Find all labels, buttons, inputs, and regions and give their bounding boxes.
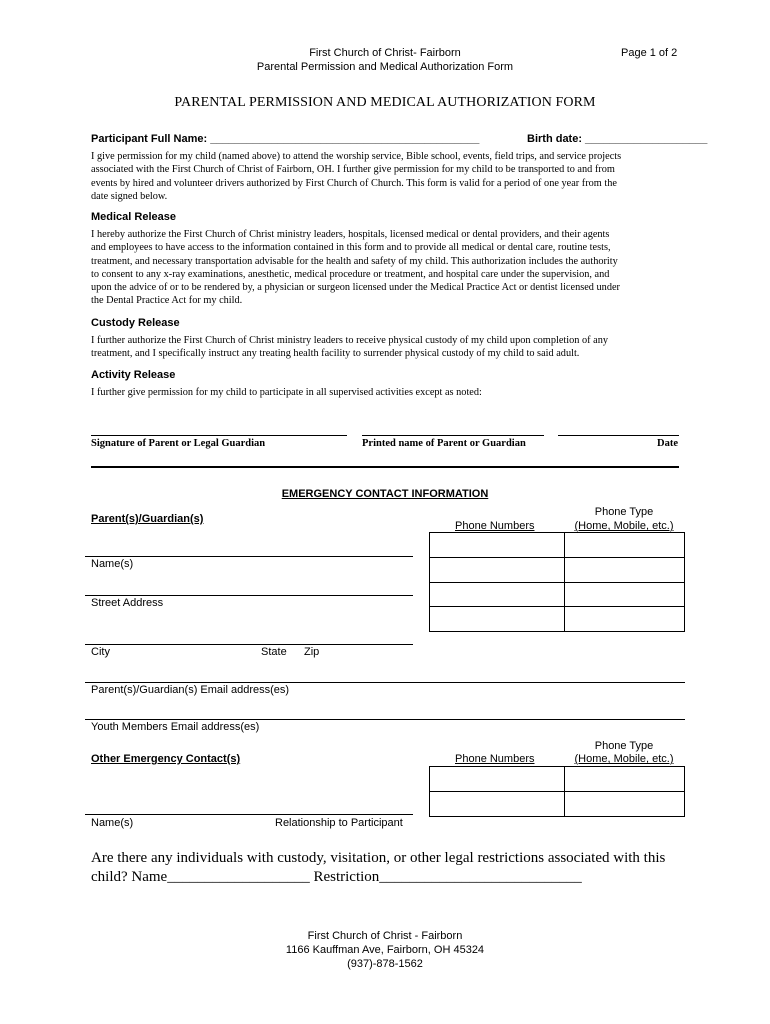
- date-line[interactable]: [558, 435, 679, 436]
- medical-line: treatment, and necessary transportation advisable for the health and safety of my child. This authorization includes the authority: [91, 255, 618, 267]
- zip-label: Zip: [304, 646, 320, 658]
- intro-line: associated with the First Church of Christ of Fairborn, OH. I further give permission for my child to be transported to and from: [91, 164, 615, 176]
- activity-release-heading: Activity Release: [91, 369, 176, 381]
- medical-release-paragraph: [91, 228, 685, 308]
- city-state-zip-line[interactable]: [85, 644, 413, 645]
- medical-line: and employees to have access to the information contained in this form and to provide all medical or dental care, routine tests,: [91, 242, 611, 254]
- phone-number-cell[interactable]: [430, 583, 565, 607]
- phone-number-cell[interactable]: [430, 607, 565, 632]
- custody-release-heading: Custody Release: [91, 317, 180, 329]
- phone-type-cell[interactable]: [565, 607, 685, 632]
- participant-name-field[interactable]: Participant Full Name: ____________________________________________: [91, 133, 480, 145]
- custody-line: I further authorize the First Church of Christ ministry leaders to receive physical custody of my child upon completion of any: [91, 335, 609, 346]
- street-address-label: Street Address: [91, 597, 164, 609]
- medical-release-heading: Medical Release: [91, 211, 176, 223]
- form-title: PARENTAL PERMISSION AND MEDICAL AUTHORIZATION FORM: [174, 95, 596, 110]
- guardians-label: Parent(s)/Guardian(s): [91, 513, 204, 525]
- other-phone-type-subheader: (Home, Mobile, etc.): [574, 753, 674, 765]
- medical-line: to consent to any x-ray examinations, anesthetic, medical procedure or treatment, and hospital care under the supervision, and: [91, 268, 610, 280]
- state-label: State: [261, 646, 287, 658]
- emergency-heading: EMERGENCY CONTACT INFORMATION: [281, 488, 489, 500]
- printed-name-line[interactable]: [362, 435, 544, 436]
- phone-numbers-header: Phone Numbers: [455, 520, 535, 532]
- phone-number-cell[interactable]: [430, 533, 565, 558]
- street-address-line[interactable]: [85, 595, 413, 596]
- phone-number-cell[interactable]: [430, 558, 565, 583]
- phone-type-cell[interactable]: [565, 767, 685, 792]
- phone-type-header: Phone Type: [594, 506, 654, 518]
- guardian-email-label: Parent(s)/Guardian(s) Email address(es): [91, 684, 290, 696]
- guardian-names-label: Name(s): [91, 558, 134, 570]
- intro-line: date signed below.: [91, 190, 168, 202]
- phone-type-cell[interactable]: [565, 583, 685, 607]
- parent-signature-label: Signature of Parent or Legal Guardian: [91, 438, 266, 449]
- header-org: First Church of Christ- Fairborn: [309, 47, 461, 59]
- other-phone-numbers-header: Phone Numbers: [455, 753, 535, 765]
- printed-name-label: Printed name of Parent or Guardian: [362, 438, 526, 449]
- other-contacts-label: Other Emergency Contact(s): [91, 753, 241, 765]
- guardian-email-line[interactable]: [85, 682, 685, 683]
- city-label: City: [91, 646, 110, 658]
- phone-number-cell[interactable]: [430, 767, 565, 792]
- intro-line: I give permission for my child (named above) to attend the worship service, Bible school, events, field trips, and service projects: [91, 151, 622, 162]
- medical-line: upon the advice of or to be rendered by, a physician or surgeon licensed under the Medical Practice Act or dentist licensed under: [91, 282, 620, 294]
- footer-org: First Church of Christ - Fairborn: [307, 930, 463, 942]
- youth-email-line[interactable]: [85, 719, 685, 720]
- section-divider: [91, 466, 679, 468]
- header-subtitle: Parental Permission and Medical Authorization Form: [256, 61, 514, 73]
- medical-line: I hereby authorize the First Church of Christ ministry leaders, hospitals, licensed medical or dental providers, and their agents: [91, 229, 610, 240]
- custody-question-line1: Are there any individuals with custody, visitation, or other legal restrictions associated with this: [91, 850, 666, 866]
- footer-address: 1166 Kauffman Ave, Fairborn, OH 45324: [285, 944, 485, 956]
- custody-release-paragraph: [91, 334, 685, 361]
- page-number: Page 1 of 2: [621, 47, 678, 59]
- youth-email-label: Youth Members Email address(es): [91, 721, 260, 733]
- medical-line: the Dental Practice Act for my child.: [91, 295, 243, 307]
- activity-release-line: I further give permission for my child to participate in all supervised activities except as noted:: [91, 387, 482, 398]
- phone-type-cell[interactable]: [565, 558, 685, 583]
- other-contact-line[interactable]: [85, 814, 413, 815]
- birth-date-field[interactable]: Birth date: ____________________: [527, 133, 708, 145]
- guardian-name-line[interactable]: [85, 556, 413, 557]
- parent-signature-line[interactable]: [91, 435, 347, 436]
- guardian-phone-table: [429, 532, 685, 632]
- other-phone-type-header: Phone Type: [594, 740, 654, 752]
- phone-type-subheader: (Home, Mobile, etc.): [574, 520, 674, 532]
- other-phone-table: [429, 766, 685, 817]
- custody-question-line2[interactable]: child? Name___________________ Restriction___________________________: [91, 869, 582, 885]
- footer-phone: (937)-878-1562: [347, 958, 423, 970]
- phone-number-cell[interactable]: [430, 792, 565, 817]
- custody-line: treatment, and I specifically instruct any treating health facility to surrender physical custody of my child to said adult.: [91, 348, 580, 360]
- other-names-label: Name(s): [91, 817, 134, 829]
- phone-type-cell[interactable]: [565, 792, 685, 817]
- date-label: Date: [657, 438, 678, 449]
- intro-paragraph: [91, 150, 685, 203]
- intro-line: events by hired and volunteer drivers authorized by First Church of Church. This form is valid for a period of one year from the: [91, 177, 617, 189]
- relationship-label: Relationship to Participant: [275, 817, 403, 829]
- phone-type-cell[interactable]: [565, 533, 685, 558]
